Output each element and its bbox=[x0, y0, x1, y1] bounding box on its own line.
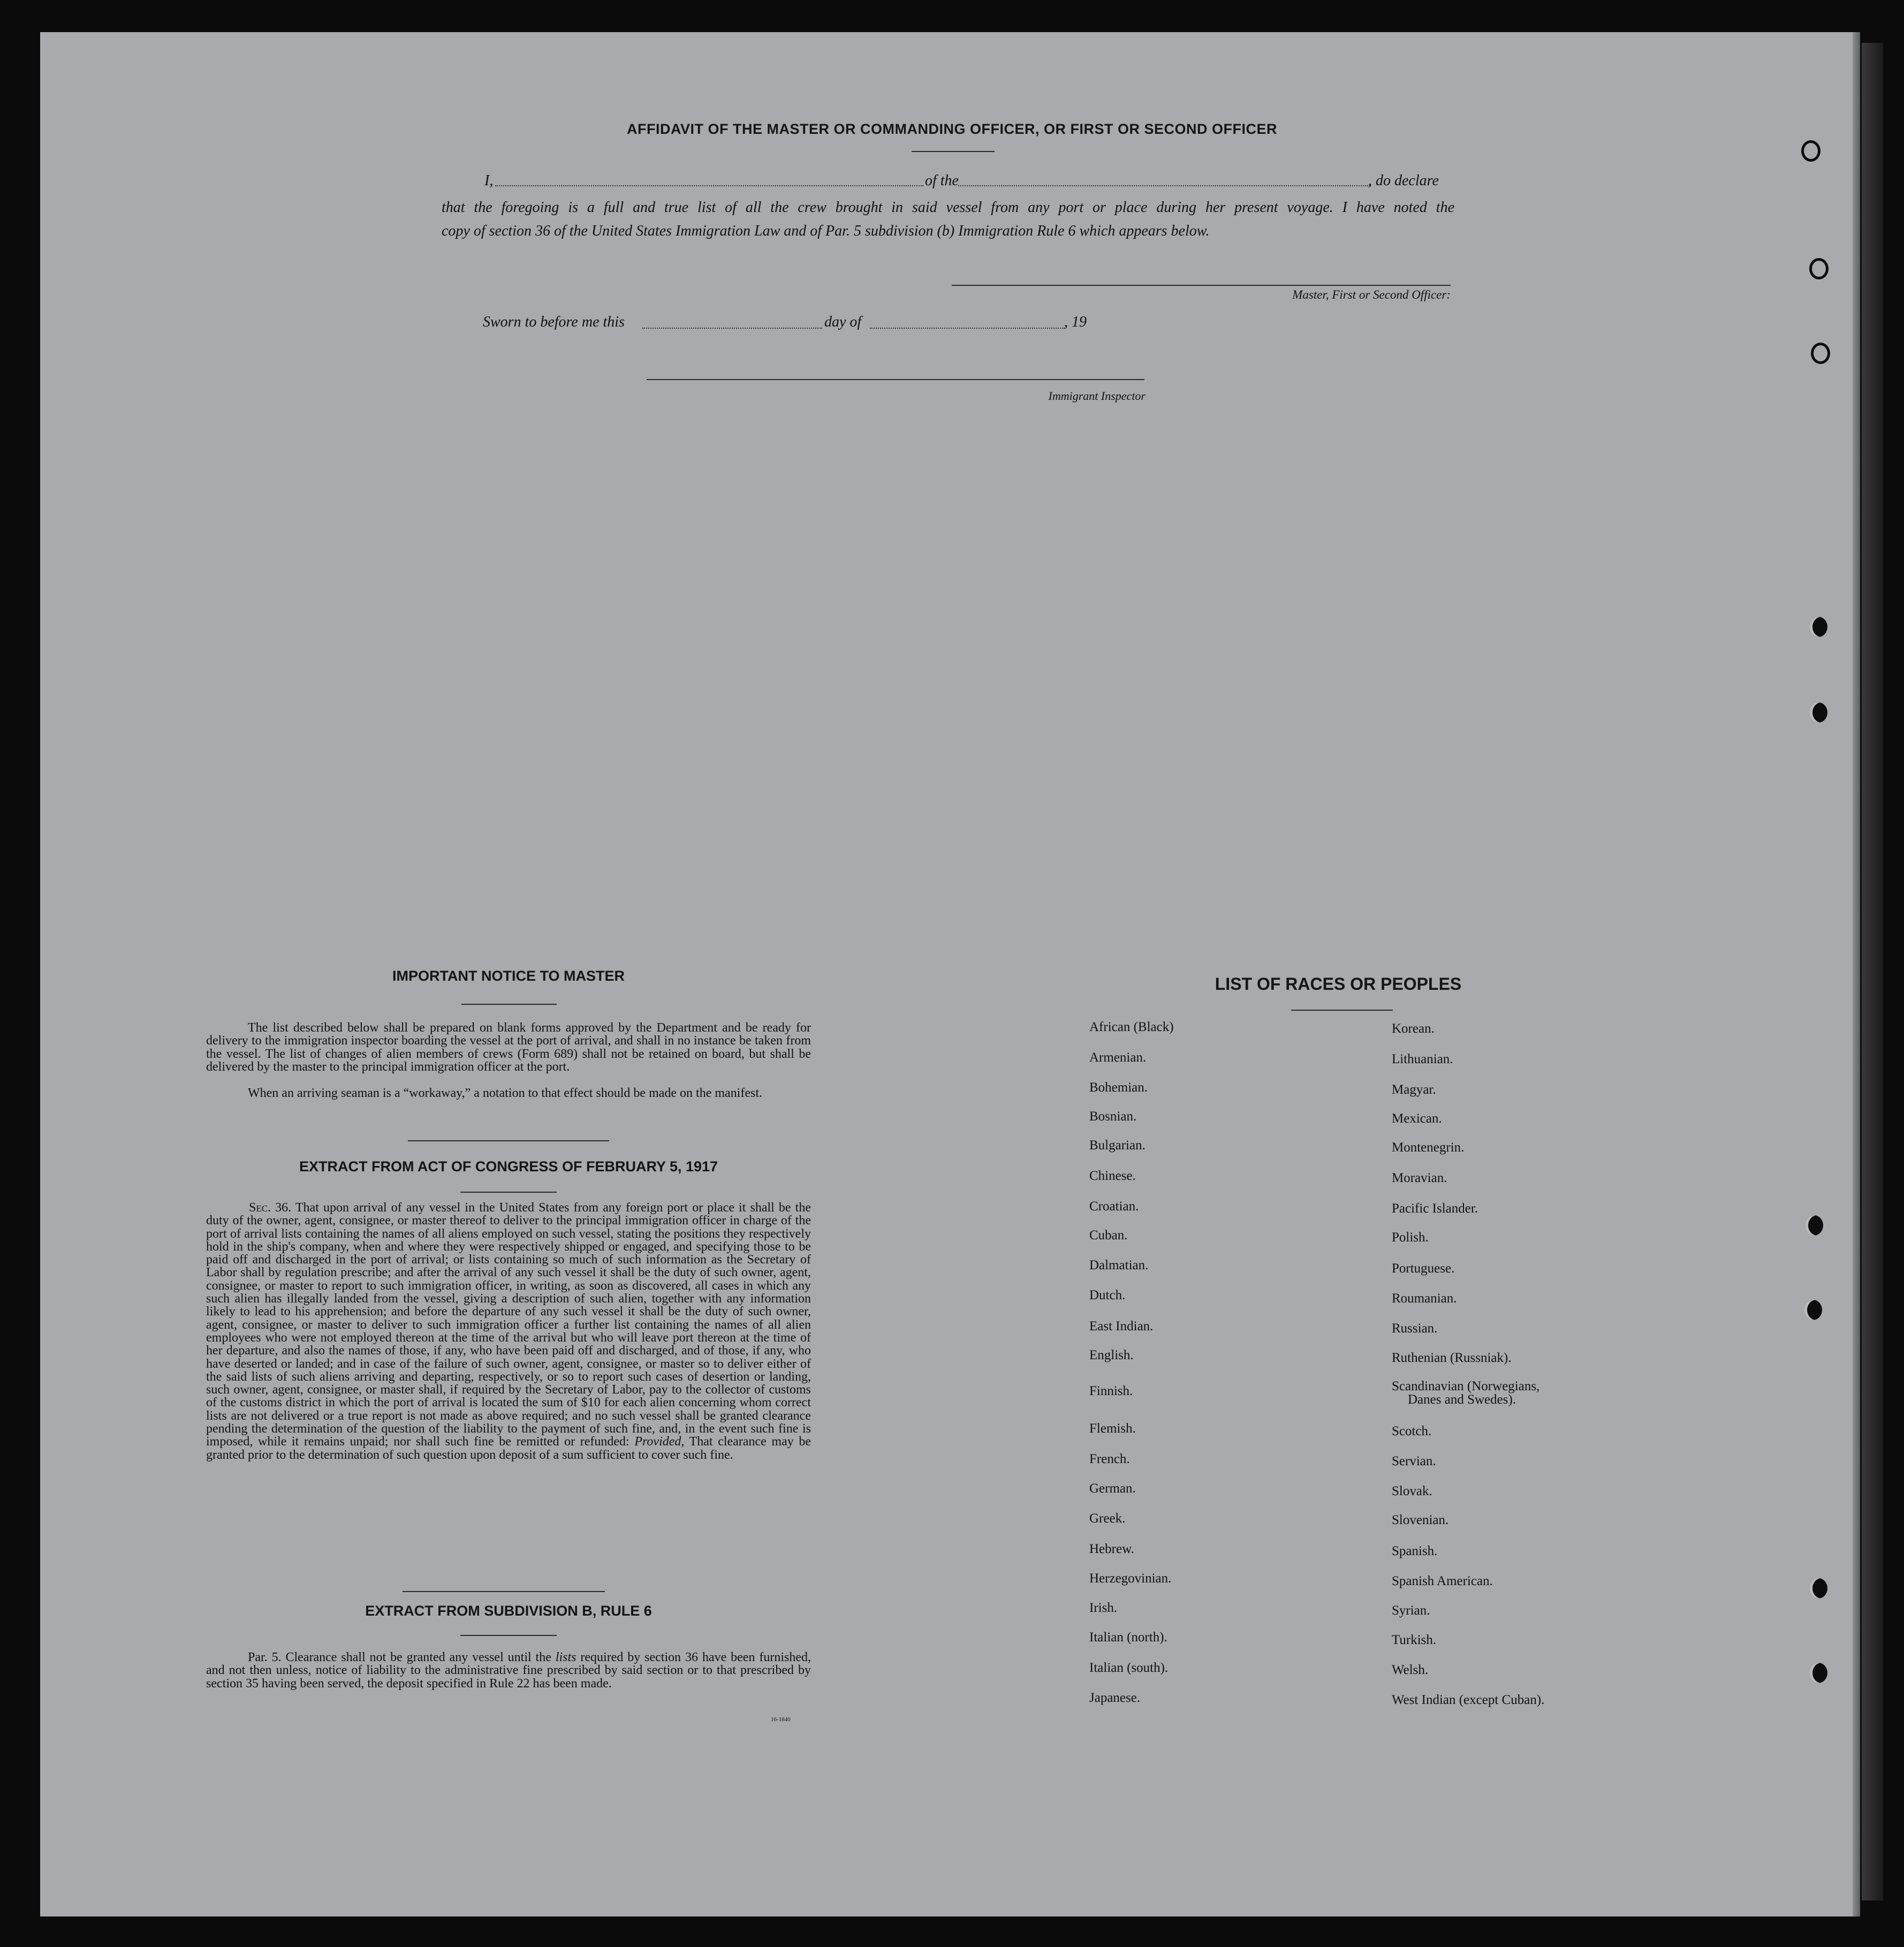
race-item: Dutch. bbox=[1089, 1288, 1126, 1302]
race-item: Flemish. bbox=[1089, 1421, 1136, 1436]
race-item: Moravian. bbox=[1392, 1171, 1447, 1185]
master-signature-label: Master, First or Second Officer: bbox=[1292, 288, 1451, 301]
notice-title: IMPORTANT NOTICE TO MASTER bbox=[392, 968, 625, 984]
race-item: Korean. bbox=[1392, 1021, 1435, 1036]
race-item: Dalmatian. bbox=[1089, 1258, 1149, 1272]
act-text-end: That clearance may be granted prior to the determination of such question upon deposit of a sum sufficient to cover such fine. bbox=[206, 1435, 811, 1462]
act-text: That upon arrival of any vessel in the United States from any foreign port or place it shall be the duty of the owner, agent, consignee, or master thereof to deliver to the principal immigration officer in charge of the port of arrival lists containing the names of all aliens employed on such vessel, stating the positions they respectively hold in the ship's company, when and where they were respectively shipped or engaged, and specifying those to be paid off and discharged in the port of arrival; or lists containing so much of such information as the Secretary of Labor shall by regulation prescribe; and after the arrival of any such vessel it shall be the duty of such owner, agent, consignee, or master to report to such immigration officer, in writing, as soon as discovered, all cases in which any such alien has illegally landed from the vessel, giving a description of such alien, together with any information likely to lead to his apprehension; and before the departure of any such vessel it shall be the duty of such owner, agent, consignee, or master to deliver to such immigration officer a further list containing the names of all alien employees who were not employed thereon at the time of the arrival but who will leave port thereon at the time of her departure, and also the names of those, if any, who have been paid off and discharged, and of those, if any, who have deserted or landed; and in case of the failure of such owner, agent, consignee, or master so to deliver either of the said lists of such aliens arriving and departing, respectively, or so to report such cases of desertion or landing, such owner, agent, consignee, or master shall, if required by the Secretary of Labor, pay to the collector of customs of the customs district in which the port of arrival is located the sum of $10 for each alien concerning whom correct lists are not delivered or a true report is not made as above required; and no such vessel shall be granted clearance pending the determination of the question of the liability to the payment of such fine, and, in the event such fine is imposed, while it remains unpaid; nor shall such fine be remitted or refunded: bbox=[206, 1201, 811, 1449]
race-item: Slovenian. bbox=[1392, 1513, 1449, 1527]
inspector-signature-line[interactable] bbox=[647, 379, 1144, 380]
race-item: Cuban. bbox=[1089, 1228, 1128, 1243]
section-divider bbox=[408, 1140, 609, 1141]
race-item: Bohemian. bbox=[1089, 1080, 1148, 1095]
race-item: French. bbox=[1089, 1452, 1130, 1466]
race-item: Chinese. bbox=[1089, 1169, 1136, 1183]
race-item: Mexican. bbox=[1392, 1111, 1442, 1126]
race-item: Danes and Swedes). bbox=[1408, 1392, 1516, 1407]
race-item: Russian. bbox=[1392, 1321, 1438, 1336]
binder-hole-icon bbox=[1801, 140, 1820, 162]
master-signature-line[interactable] bbox=[952, 285, 1451, 286]
form-number: 16-1840 bbox=[771, 1716, 791, 1723]
race-item: Bulgarian. bbox=[1089, 1138, 1146, 1153]
race-item: Finnish. bbox=[1089, 1384, 1133, 1398]
race-item: Japanese. bbox=[1089, 1691, 1141, 1705]
of-the-label: of the bbox=[925, 172, 959, 189]
underlying-sheet-edge bbox=[1862, 43, 1883, 1900]
race-item: Scandinavian (Norwegians, bbox=[1392, 1379, 1540, 1393]
race-item: Welsh. bbox=[1392, 1663, 1429, 1677]
affidavit-line-3: copy of section 36 of the United States Immigration Law and of Par. 5 subdivision (b) Immigration Rule 6 which appears below. bbox=[442, 223, 1210, 239]
binder-hole-icon bbox=[1809, 1578, 1827, 1598]
rule-extract-title: EXTRACT FROM SUBDIVISION B, RULE 6 bbox=[365, 1603, 652, 1619]
race-item: Ruthenian (Russniak). bbox=[1392, 1351, 1512, 1365]
rule-text-a: Par. 5. Clearance shall not be granted any vessel until the bbox=[248, 1650, 551, 1664]
sworn-label: Sworn to before me this bbox=[483, 314, 625, 330]
race-item: Portuguese. bbox=[1392, 1261, 1455, 1276]
races-title: LIST OF RACES OR PEOPLES bbox=[1215, 974, 1462, 994]
affidavit-title: AFFIDAVIT OF THE MASTER OR COMMANDING OFFICER, OR FIRST OR SECOND OFFICER bbox=[627, 121, 1277, 137]
race-item: Greek. bbox=[1089, 1511, 1126, 1526]
rule-paragraph bbox=[206, 1651, 811, 1690]
race-item: Servian. bbox=[1392, 1454, 1436, 1468]
race-item: Armenian. bbox=[1089, 1050, 1147, 1065]
act-divider bbox=[460, 1192, 557, 1193]
binder-hole-icon bbox=[1805, 1215, 1823, 1236]
race-item: Syrian. bbox=[1392, 1603, 1430, 1618]
sec-label: Sec. 36. bbox=[249, 1201, 292, 1215]
rule-divider bbox=[460, 1635, 557, 1636]
title-divider bbox=[912, 151, 995, 152]
binder-hole-icon bbox=[1809, 258, 1829, 279]
race-item: East Indian. bbox=[1089, 1319, 1154, 1334]
provided-word: Provided, bbox=[634, 1435, 685, 1449]
vessel-name-field[interactable] bbox=[958, 185, 1370, 186]
sworn-month-field[interactable] bbox=[870, 328, 1065, 329]
page-edge-shadow bbox=[1853, 32, 1860, 1916]
race-item: Turkish. bbox=[1392, 1633, 1437, 1647]
affiant-name-field[interactable] bbox=[495, 185, 923, 186]
sworn-day-field[interactable] bbox=[642, 328, 822, 329]
notice-paragraph-1: The list described below shall be prepared on blank forms approved by the Department and be ready for delivery to the immigration inspector boarding the vessel at the port of arrival, and shall in no instance be taken from the vessel. The list of changes of alien members of crews (Form 689) shall not be retained on board, but shall be delivered by the master to the principal immigration officer at the port. bbox=[206, 1021, 811, 1074]
affiant-i-label: I, bbox=[484, 172, 494, 189]
race-item: Magyar. bbox=[1392, 1082, 1436, 1097]
rule-text-b: required by section 36 have been furnished, and not then unless, notice of liability to the administrative fine prescribed by said section or to that prescribed by section 35 having been served, the deposit specified in Rule 22 has been made. bbox=[206, 1650, 811, 1691]
notice-paragraph-2: When an arriving seaman is a “workaway,” a notation to that effect should be made on the manifest. bbox=[248, 1086, 762, 1100]
race-item: Bosnian. bbox=[1089, 1109, 1137, 1124]
race-item: Slovak. bbox=[1392, 1484, 1432, 1498]
race-item: Scotch. bbox=[1392, 1424, 1432, 1438]
race-item: Pacific Islander. bbox=[1392, 1201, 1478, 1216]
race-item: Herzegovinian. bbox=[1089, 1571, 1172, 1586]
race-item: Irish. bbox=[1089, 1601, 1118, 1615]
section-divider bbox=[403, 1591, 605, 1592]
race-item: Italian (north). bbox=[1089, 1630, 1167, 1645]
notice-divider bbox=[461, 1004, 557, 1005]
affidavit-line-2: that the foregoing is a full and true list of all the crew brought in said vessel from any port or place during her present voyage. I have noted the bbox=[442, 199, 1454, 216]
race-item: Croatian. bbox=[1089, 1199, 1139, 1214]
race-item: German. bbox=[1089, 1481, 1136, 1496]
race-item: Montenegrin. bbox=[1392, 1140, 1465, 1155]
race-item: Polish. bbox=[1392, 1230, 1429, 1245]
race-item: Spanish American. bbox=[1392, 1574, 1493, 1588]
race-item: Lithuanian. bbox=[1392, 1052, 1453, 1066]
binder-hole-icon bbox=[1809, 617, 1827, 637]
do-declare-label: , do declare bbox=[1368, 172, 1439, 189]
binder-hole-icon bbox=[1811, 343, 1830, 364]
race-item: Hebrew. bbox=[1089, 1542, 1134, 1556]
day-of-label: day of bbox=[824, 314, 862, 330]
lists-word: lists bbox=[555, 1650, 576, 1664]
race-item: Spanish. bbox=[1392, 1544, 1438, 1558]
binder-hole-icon bbox=[1809, 1663, 1827, 1683]
inspector-label: Immigrant Inspector bbox=[1048, 389, 1146, 403]
races-divider bbox=[1291, 1010, 1393, 1011]
binder-hole-icon bbox=[1809, 702, 1827, 723]
race-item: Italian (south). bbox=[1089, 1661, 1169, 1675]
race-item: African (Black) bbox=[1089, 1020, 1174, 1034]
binder-hole-icon bbox=[1804, 1300, 1822, 1320]
act-section-36-text bbox=[206, 1201, 811, 1461]
act-extract-title: EXTRACT FROM ACT OF CONGRESS OF FEBRUARY 5, 1917 bbox=[299, 1158, 718, 1175]
race-item: English. bbox=[1089, 1348, 1134, 1362]
race-item: Roumanian. bbox=[1392, 1291, 1457, 1306]
year-prefix: , 19 bbox=[1064, 314, 1087, 330]
race-item: West Indian (except Cuban). bbox=[1392, 1693, 1545, 1707]
